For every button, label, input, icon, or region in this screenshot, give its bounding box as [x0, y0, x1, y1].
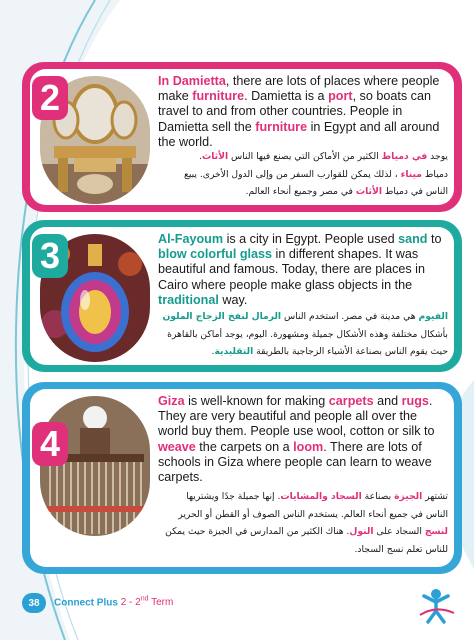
keyword: النول: [349, 526, 374, 537]
text-run: للناس تعلم نسج السجاد.: [354, 543, 448, 555]
text-run: and: [373, 394, 402, 408]
arabic-text: [36, 308, 448, 361]
text-run: . There are lots of schools in Giza where people can learn to weave carpets.: [158, 439, 432, 485]
keyword: traditional: [158, 292, 219, 307]
text-run: is a city in Egypt. People used: [223, 232, 399, 246]
text-run: بأشكال مختلفة وهذه الأشكال جميلة ومشهورة. اليوم، يوجد أماكن بالقاهرة: [167, 328, 448, 340]
keyword: rugs: [401, 394, 429, 408]
term: Term: [148, 597, 174, 609]
english-text: [158, 232, 448, 308]
text-run: in Egypt and all around the world.: [158, 119, 440, 149]
text-run: is well-known for making: [184, 394, 329, 408]
text-run: , there are lots of places where people make: [158, 74, 440, 104]
keyword: In Damietta: [158, 74, 226, 88]
text-run: حيث يقوم الناس بصناعة الأشياء الزجاجية بالطريقة: [253, 346, 448, 357]
page-footer: [0, 585, 474, 625]
text-run: دمياط: [421, 168, 448, 180]
mascot-icon: [414, 585, 458, 625]
text-run: تشتهر: [422, 491, 448, 502]
text-run: . They are very beautiful and people all over the world buy them. People use wool, cotton or silk to: [158, 394, 435, 439]
text-run: in different shapes. It was beautiful and famous. Today, there are places in Cairo where people make glass objects in the: [158, 247, 425, 292]
keyword: ميناء: [400, 168, 422, 180]
term-sup: nd: [140, 596, 149, 603]
card-giza: [22, 382, 462, 574]
text-run: بصناعة: [361, 491, 395, 502]
card-number: 3: [32, 234, 68, 278]
brand-label: [54, 596, 173, 608]
keyword: في دمياط: [381, 151, 428, 162]
arabic-text: [36, 488, 448, 558]
keyword: التقليدية: [214, 346, 254, 357]
keyword: sand: [398, 232, 428, 246]
keyword: weave: [158, 439, 196, 454]
text-run: to: [427, 232, 442, 246]
text-run: . Damietta is a: [244, 89, 329, 104]
keyword: furniture: [255, 119, 308, 134]
text-run: هي مدينة في مصر. استخدم الناس: [281, 311, 419, 322]
keyword: Al-Fayoum: [158, 232, 224, 246]
keyword: carpets: [328, 394, 374, 408]
english-text: [158, 394, 448, 485]
keyword: الرمال لنفخ الزجاج الملون: [162, 311, 282, 322]
term-label: [121, 597, 174, 608]
text-run: way.: [218, 292, 248, 307]
text-run: .: [199, 151, 202, 162]
arabic-text: [36, 148, 448, 201]
text-run: , so boats can travel to and from other countries. People in Damietta sell the: [158, 89, 431, 134]
text-run: السجاد على: [373, 526, 425, 537]
keyword: السجاد والمشايات: [280, 491, 362, 502]
keyword: furniture: [192, 89, 245, 104]
keyword: الأثاث: [355, 186, 382, 197]
text-run: الناس في دمياط: [381, 186, 448, 197]
text-run: ، لذلك يمكن للقوارب السفر من وإلى الدول الأخرى. يبيع: [183, 168, 401, 180]
card-number: 4: [32, 422, 68, 466]
english-text: [158, 74, 448, 150]
keyword: port: [328, 89, 353, 104]
text-run: .: [211, 346, 215, 357]
page-number: 38: [22, 593, 46, 613]
card-damietta: [22, 62, 462, 212]
text-run: الكثير من الأماكن التي يصنع فيها الناس: [228, 151, 382, 162]
text-run: في مصر وجميع أنحاء العالم.: [245, 186, 356, 197]
grade: 2 - 2: [120, 597, 141, 609]
text-run: . إنها جميلة جدًا ويشتريها: [186, 491, 281, 502]
keyword: blow colorful glass: [158, 247, 273, 262]
text-run: الناس في جميع أنحاء العالم. يستخدم الناس الصوف أو القطن أو الحرير: [178, 508, 448, 520]
keyword: Giza: [158, 394, 185, 408]
keyword: لنسج: [424, 526, 448, 537]
keyword: الجيزة: [394, 491, 423, 502]
text-run: يوجد: [427, 151, 448, 162]
text-run: the carpets on a: [195, 439, 294, 454]
keyword: الفيوم: [418, 311, 448, 322]
text-run: . هناك الكثير من المدارس في الجيزة حيث يمكن: [165, 526, 350, 537]
card-number: 2: [32, 76, 68, 120]
keyword: loom: [293, 439, 324, 454]
brand-name: Connect Plus: [54, 597, 118, 609]
keyword: الأثاث: [201, 151, 229, 162]
card-fayoum: [22, 220, 462, 372]
